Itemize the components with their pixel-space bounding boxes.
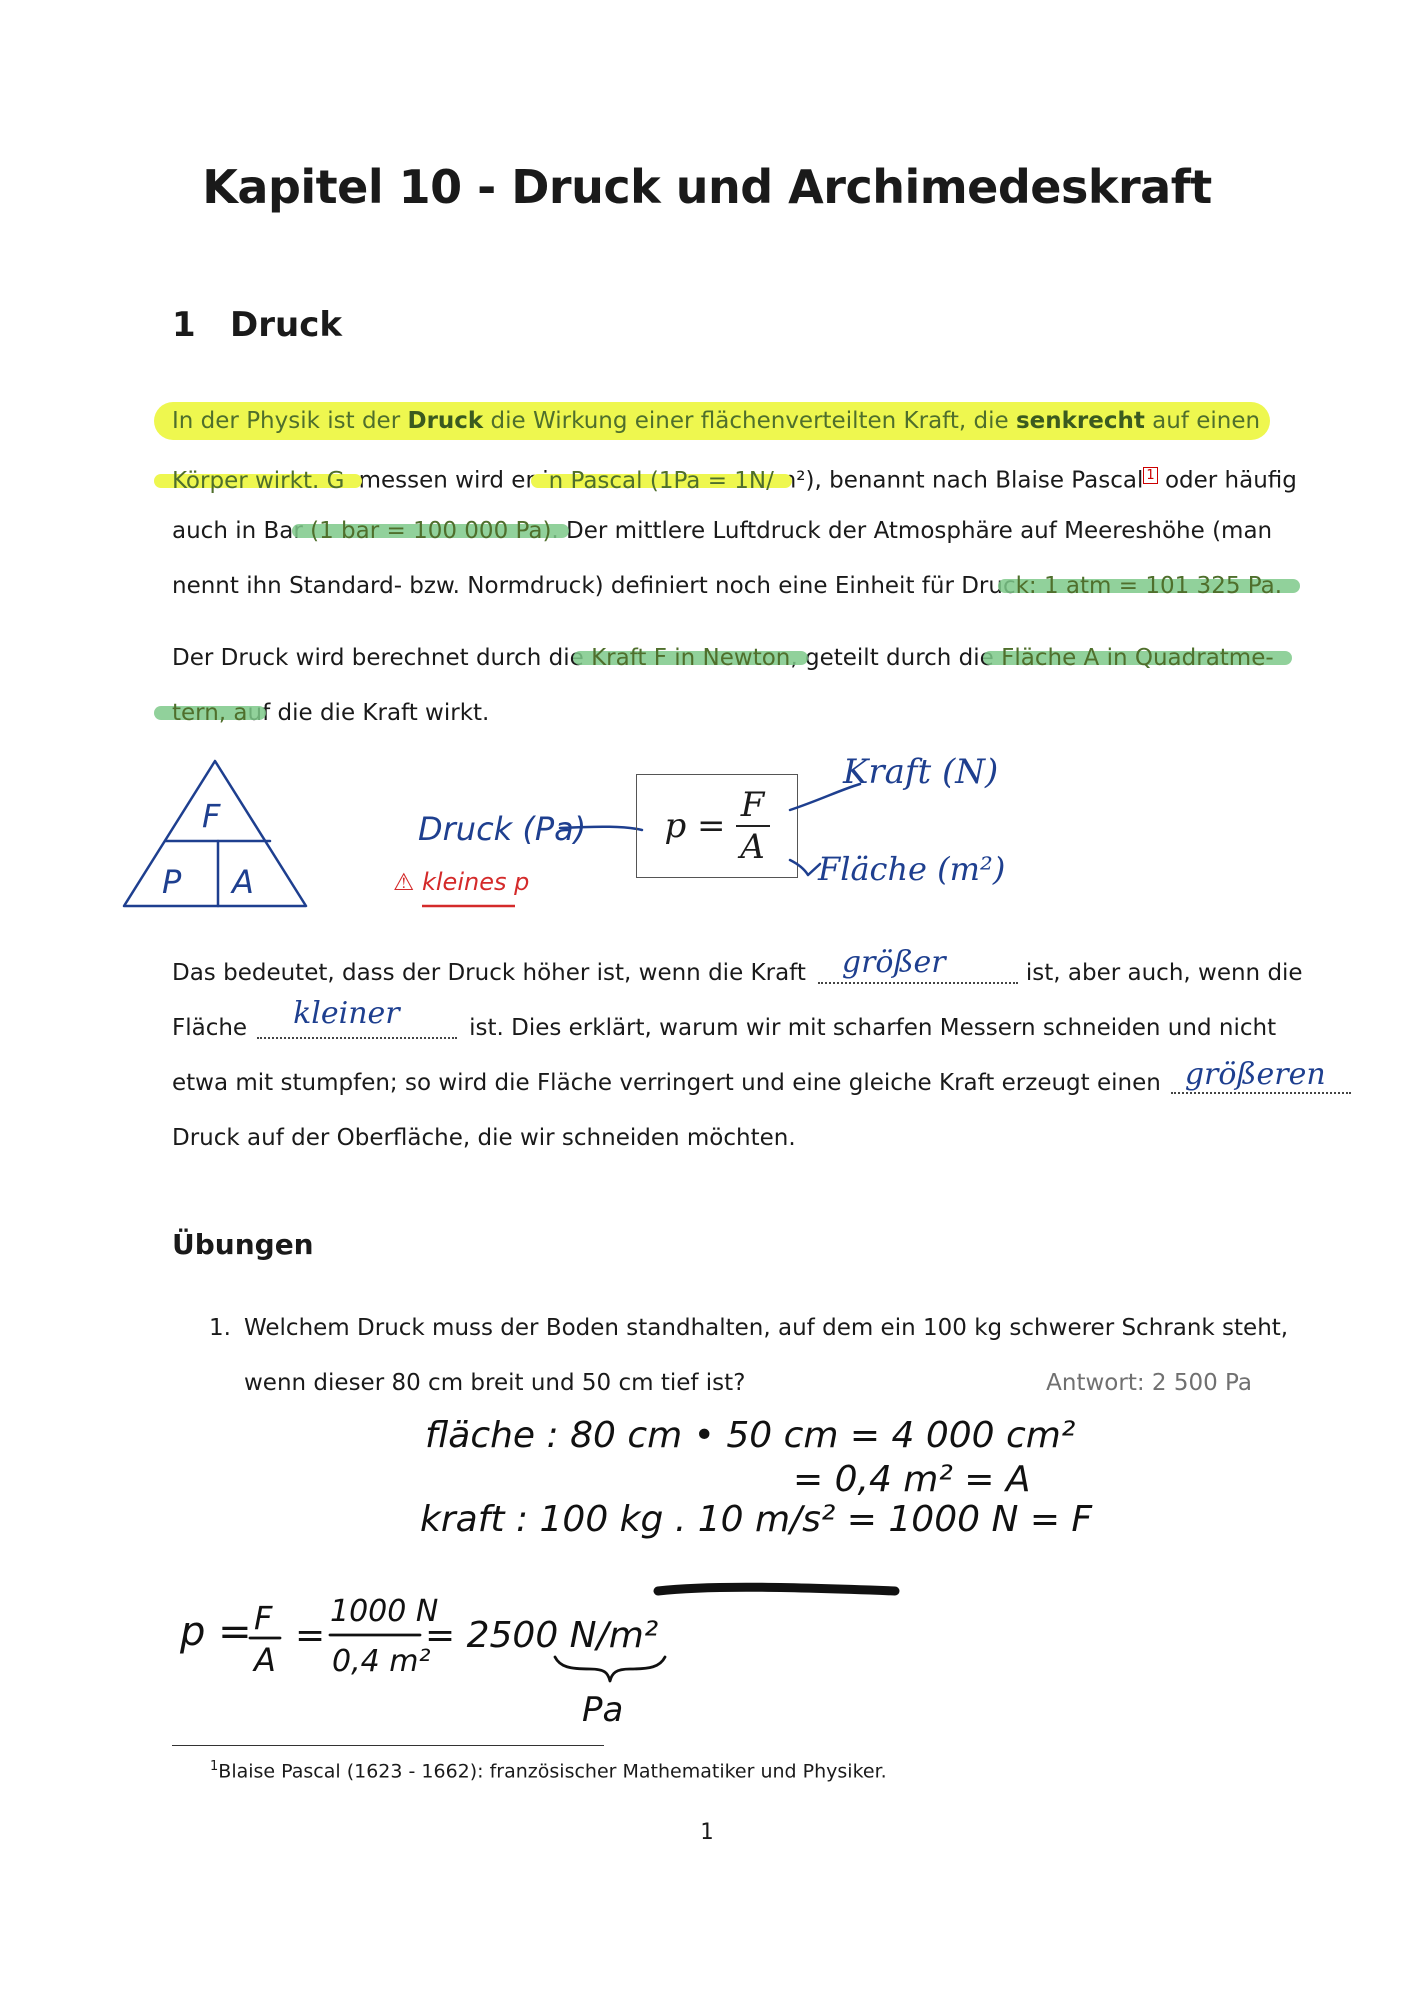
blank-field-3[interactable] [1171, 1058, 1351, 1108]
solution-unit-pa: Pa [582, 1690, 624, 1730]
text: etwa mit stumpfen; so wird die Fläche verringert und eine gleiche Kraft erzeugt einen [172, 1070, 1161, 1096]
blank-answer-1: größer [841, 945, 946, 980]
formula-p: p = [664, 806, 726, 846]
highlight-definition [172, 396, 1261, 446]
exercise-question: Welchem Druck muss der Boden standhalten, auf dem ein 100 kg schwerer Schrank steht, [244, 1315, 1289, 1341]
triangle-label-f: F [202, 797, 221, 835]
para1-line1 [172, 396, 1261, 446]
text: oder häufig [1157, 467, 1297, 494]
footnote-marker: 1 [210, 1759, 219, 1774]
solution-val-den: 0,4 m² [332, 1644, 431, 1679]
kraft-annotation: Kraft (N) [843, 752, 999, 792]
exercise-1-line1 [209, 1302, 1289, 1354]
highlight-flaeche: Fläche A in Quadratme- [1001, 645, 1274, 671]
footnote-rule [172, 1745, 604, 1746]
solution-flaeche: fläche : 80 cm • 50 cm = 4 000 cm² [425, 1415, 1076, 1456]
flaeche-annotation: Fläche (m²) [818, 850, 1006, 888]
solution-p: p = [180, 1609, 252, 1655]
formula-triangle [120, 755, 320, 915]
blank-answer-3: größeren [1184, 1057, 1326, 1092]
text: m²), benannt nach Blaise Pascal [773, 467, 1144, 494]
warning-underline [420, 902, 520, 910]
highlight-bar: (1 bar = 100 000 Pa) [310, 518, 552, 544]
solution-val-num: 1000 N [330, 1594, 439, 1629]
para3-line2 [172, 996, 1277, 1053]
exercise-answer: Antwort: 2 500 Pa [1046, 1370, 1252, 1396]
footnote [210, 1752, 887, 1786]
para1-line2 [172, 451, 1297, 501]
triangle-label-p: P [162, 863, 182, 901]
text: ist, aber auch, wenn die [1025, 960, 1303, 986]
text: Der Druck wird berechnet durch die [172, 645, 592, 671]
bold-term-druck: Druck [407, 408, 484, 434]
text: In der Physik ist der [172, 408, 408, 434]
highlight-pascal: n Pascal (1Pa = 1N/ [548, 467, 774, 494]
highlight-koerper: Körper wirkt. G [172, 467, 345, 494]
blank-field-1[interactable] [818, 945, 1018, 998]
text: die Wirkung einer flächenverteilten Kraft, die [483, 408, 1016, 434]
formula-denominator: A [740, 827, 765, 867]
text: uf die die Kraft wirkt. [247, 700, 490, 726]
solution-flaeche-2: = 0,4 m² = A [793, 1459, 1031, 1500]
para3-line4: Druck auf der Oberfläche, die wir schneiden möchten. [172, 1125, 796, 1151]
section-number: 1 [172, 305, 196, 345]
highlight-kraft: Kraft F in Newton [591, 645, 791, 671]
exercise-question-cont: wenn dieser 80 cm breit und 50 cm tief ist? [244, 1370, 746, 1396]
solution-frac-f: F [254, 1599, 273, 1637]
scribbled-out-text [658, 1587, 895, 1591]
footnote-text: Blaise Pascal (1623 - 1662): französischer Mathematiker und Physiker. [218, 1760, 887, 1783]
text: emessen wird er i [344, 467, 549, 494]
para2-line1 [172, 633, 1274, 683]
text: Das bedeutet, dass der Druck höher ist, wenn die Kraft [172, 960, 806, 986]
solution-kraft: kraft : 100 kg . 10 m/s² = 1000 N = F [420, 1499, 1093, 1540]
formula-numerator: F [740, 785, 765, 825]
triangle-label-a: A [232, 863, 254, 901]
highlight-tern: tern, a [172, 700, 248, 726]
section-title: Druck [230, 305, 342, 345]
highlight-atm: k: 1 atm = 101 325 Pa. [1015, 573, 1283, 599]
blank-answer-2: kleiner [293, 996, 400, 1031]
solution-frac-a: A [254, 1641, 276, 1679]
section-heading [172, 305, 342, 345]
bold-term-senkrecht: senkrecht [1015, 408, 1145, 434]
text: auch in Bar [172, 518, 311, 544]
solution-eq: = [295, 1615, 326, 1656]
handwritten-solution [180, 1395, 1093, 1735]
exercise-number: 1. [209, 1315, 231, 1341]
para1-line3 [172, 506, 1273, 556]
text: auf einen [1144, 408, 1261, 434]
para1-line4 [172, 561, 1283, 611]
warning-note: ⚠ kleines p [393, 868, 530, 896]
text: nennt ihn Standard- bzw. Normdruck) definiert noch eine Einheit für Druc [172, 573, 1016, 599]
exercises-heading: Übungen [172, 1228, 314, 1261]
para2-line2 [172, 688, 1252, 738]
blank-field-2[interactable] [257, 996, 457, 1053]
druck-label: Druck (Pa) [418, 810, 587, 848]
solution-result: = 2500 N/m² [425, 1615, 659, 1656]
footnote-marker-link[interactable]: 1 [1143, 467, 1157, 484]
text: . Der mittlere Luftdruck der Atmosphäre auf Meereshöhe (man [551, 518, 1273, 544]
page-number: 1 [700, 1820, 714, 1845]
para3-line3 [172, 1057, 1326, 1108]
druck-annotation [410, 770, 660, 920]
text: ist. Dies erklärt, warum wir mit scharfen Messern schneiden und nicht [469, 1015, 1277, 1041]
page-title: Kapitel 10 - Druck und Archimedeskraft [202, 160, 1212, 214]
text: Fläche [172, 1015, 248, 1041]
text: , geteilt durch die [790, 645, 1002, 671]
